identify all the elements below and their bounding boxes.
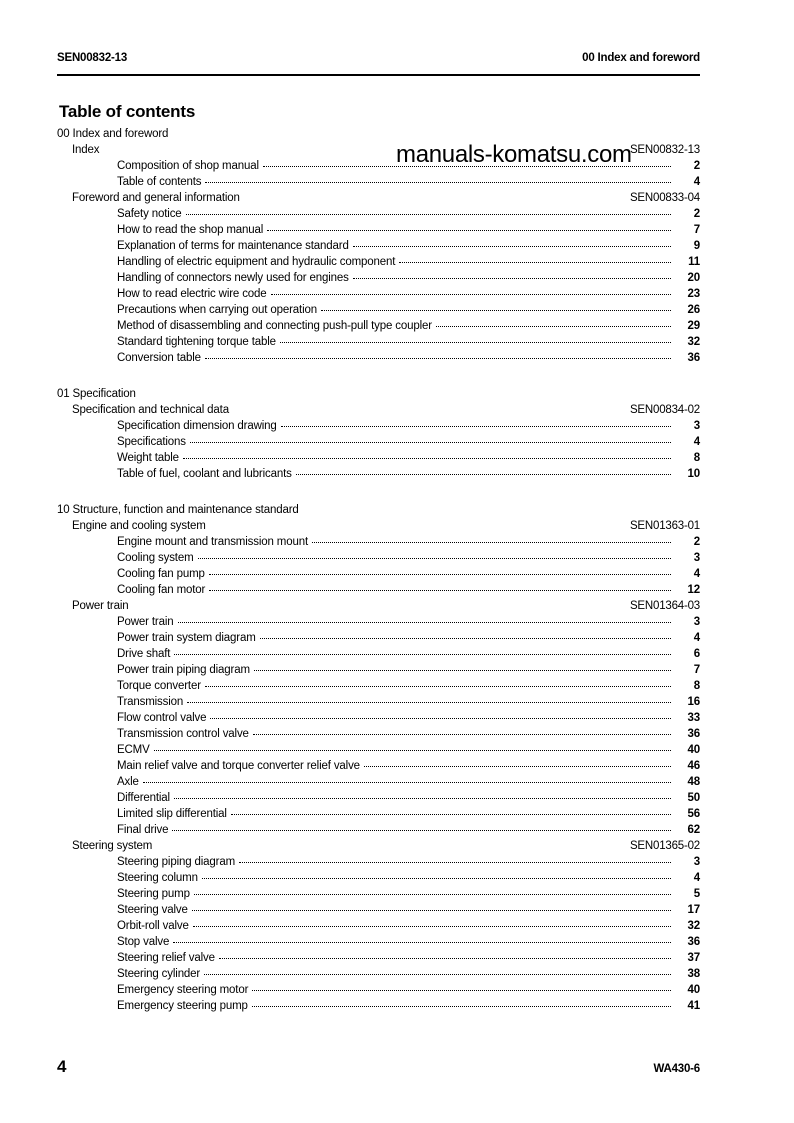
toc-entry-page-number: 4	[693, 436, 700, 448]
header-section-title: 00 Index and foreword	[582, 52, 700, 64]
toc-entry-label: Orbit-roll valve	[117, 920, 189, 932]
toc-leader	[210, 718, 671, 719]
toc-entry-page-number: 7	[693, 664, 700, 676]
toc-entry-label: Cooling fan pump	[117, 568, 205, 580]
toc-entry-row[interactable]	[57, 872, 700, 888]
toc-entry-row[interactable]	[57, 256, 700, 272]
toc-leader	[254, 670, 671, 671]
toc-entry-row[interactable]	[57, 632, 700, 648]
toc-leader	[296, 474, 671, 475]
toc-entry-label: Emergency steering motor	[117, 984, 249, 996]
watermark: manuals-komatsu.com	[396, 141, 632, 168]
toc-entry-row[interactable]	[57, 680, 700, 696]
toc-entry-page-number: 36	[687, 352, 700, 364]
toc-entry-row[interactable]	[57, 920, 700, 936]
toc-section-row[interactable]	[57, 520, 700, 536]
toc-entry-page-number: 48	[687, 776, 700, 788]
toc-entry-row[interactable]	[57, 824, 700, 840]
toc-entry-page-number: 7	[693, 224, 700, 236]
toc-entry-label: Standard tightening torque table	[117, 336, 276, 348]
toc-entry-page-number: 32	[687, 336, 700, 348]
page-footer	[57, 1057, 700, 1077]
toc-section-label: Engine and cooling system	[72, 520, 206, 532]
header-document-number: SEN00832-13	[57, 52, 128, 64]
toc-leader	[364, 766, 671, 767]
table-of-contents	[57, 128, 700, 1016]
toc-leader	[202, 878, 671, 879]
toc-entry-label: Steering column	[117, 872, 198, 884]
toc-leader	[198, 558, 671, 559]
toc-section-row[interactable]	[57, 192, 700, 208]
toc-section-document-number: SEN01363-01	[629, 520, 700, 532]
toc-leader	[252, 1006, 671, 1007]
toc-entry-label: Handling of connectors newly used for engines	[117, 272, 349, 284]
toc-entry-row[interactable]	[57, 1000, 700, 1016]
toc-section-row[interactable]	[57, 840, 700, 856]
toc-section-row[interactable]	[57, 600, 700, 616]
toc-leader	[353, 246, 671, 247]
toc-entry-row[interactable]	[57, 776, 700, 792]
toc-entry-row[interactable]	[57, 856, 700, 872]
toc-entry-row[interactable]	[57, 616, 700, 632]
toc-entry-page-number: 4	[693, 568, 700, 580]
toc-leader	[260, 638, 671, 639]
toc-leader	[231, 814, 671, 815]
toc-entry-page-number: 4	[693, 632, 700, 644]
toc-entry-row[interactable]	[57, 468, 700, 484]
toc-entry-page-number: 4	[693, 176, 700, 188]
toc-entry-row[interactable]	[57, 808, 700, 824]
toc-entry-row[interactable]	[57, 436, 700, 452]
toc-entry-label: Cooling fan motor	[117, 584, 206, 596]
toc-leader	[174, 798, 671, 799]
toc-entry-row[interactable]	[57, 696, 700, 712]
toc-leader	[173, 942, 671, 943]
toc-entry-page-number: 3	[693, 616, 700, 628]
toc-leader	[204, 974, 671, 975]
toc-leader	[187, 702, 671, 703]
toc-entry-label: Weight table	[117, 452, 179, 464]
toc-entry-label: How to read electric wire code	[117, 288, 267, 300]
toc-entry-label: Power train	[117, 616, 174, 628]
toc-entry-row[interactable]	[57, 552, 700, 568]
toc-entry-page-number: 56	[687, 808, 700, 820]
toc-leader	[252, 990, 671, 991]
toc-entry-page-number: 40	[687, 984, 700, 996]
toc-entry-row[interactable]	[57, 452, 700, 468]
toc-group-heading-label: 01 Specification	[57, 388, 136, 400]
toc-entry-page-number: 46	[687, 760, 700, 772]
toc-entry-label: Axle	[117, 776, 139, 788]
toc-entry-page-number: 41	[687, 1000, 700, 1012]
page-number: 4	[57, 1057, 67, 1076]
toc-leader	[190, 442, 671, 443]
toc-entry-row[interactable]	[57, 568, 700, 584]
toc-leader	[399, 262, 671, 263]
toc-entry-page-number: 2	[693, 208, 700, 220]
toc-entry-row[interactable]	[57, 648, 700, 664]
toc-entry-label: Transmission control valve	[117, 728, 249, 740]
toc-entry-page-number: 20	[687, 272, 700, 284]
toc-entry-label: Steering relief valve	[117, 952, 215, 964]
toc-entry-label: Power train piping diagram	[117, 664, 250, 676]
toc-entry-label: Specifications	[117, 436, 186, 448]
toc-section-label: Index	[72, 144, 100, 156]
toc-entry-label: Differential	[117, 792, 170, 804]
toc-leader	[172, 830, 671, 831]
toc-entry-label: ECMV	[117, 744, 150, 756]
toc-entry-label: Final drive	[117, 824, 169, 836]
toc-entry-page-number: 8	[693, 680, 700, 692]
toc-entry-page-number: 2	[693, 536, 700, 548]
toc-entry-page-number: 36	[687, 728, 700, 740]
toc-entry-label: Steering cylinder	[117, 968, 201, 980]
toc-leader	[205, 686, 671, 687]
toc-entry-page-number: 50	[687, 792, 700, 804]
toc-entry-page-number: 37	[687, 952, 700, 964]
toc-entry-page-number: 10	[687, 468, 700, 480]
toc-entry-row[interactable]	[57, 320, 700, 336]
toc-entry-label: Explanation of terms for maintenance standard	[117, 240, 349, 252]
toc-leader	[271, 294, 671, 295]
toc-entry-row[interactable]	[57, 984, 700, 1000]
toc-entry-label: Safety notice	[117, 208, 182, 220]
toc-entry-label: Engine mount and transmission mount	[117, 536, 308, 548]
toc-entry-label: How to read the shop manual	[117, 224, 264, 236]
toc-leader	[239, 862, 671, 863]
toc-section-document-number: SEN00833-04	[629, 192, 700, 204]
toc-entry-row[interactable]	[57, 272, 700, 288]
toc-entry-label: Cooling system	[117, 552, 194, 564]
toc-entry-page-number: 36	[687, 936, 700, 948]
toc-leader	[281, 426, 671, 427]
toc-entry-page-number: 6	[693, 648, 700, 660]
toc-entry-row[interactable]	[57, 240, 700, 256]
toc-entry-row[interactable]	[57, 336, 700, 352]
toc-leader	[219, 958, 671, 959]
toc-entry-label: Method of disassembling and connecting push-pull type coupler	[117, 320, 432, 332]
toc-entry-label: Table of fuel, coolant and lubricants	[117, 468, 292, 480]
toc-leader	[321, 310, 671, 311]
toc-entry-label: Steering pump	[117, 888, 190, 900]
toc-entry-row[interactable]	[57, 712, 700, 728]
toc-entry-label: Transmission	[117, 696, 184, 708]
page-title: Table of contents	[59, 102, 196, 121]
toc-entry-page-number: 3	[693, 420, 700, 432]
toc-entry-label: Drive shaft	[117, 648, 171, 660]
toc-group-heading	[57, 388, 700, 404]
toc-entry-row[interactable]	[57, 224, 700, 240]
toc-leader	[312, 542, 671, 543]
toc-leader	[267, 230, 671, 231]
toc-entry-page-number: 29	[687, 320, 700, 332]
toc-entry-page-number: 3	[693, 856, 700, 868]
toc-group	[57, 388, 700, 484]
toc-entry-page-number: 8	[693, 452, 700, 464]
toc-entry-label: Table of contents	[117, 176, 202, 188]
toc-entry-row[interactable]	[57, 664, 700, 680]
toc-entry-label: Steering piping diagram	[117, 856, 236, 868]
header-divider	[57, 74, 700, 76]
toc-leader	[186, 214, 671, 215]
toc-entry-label: Limited slip differential	[117, 808, 227, 820]
toc-entry-row[interactable]	[57, 968, 700, 984]
toc-leader	[193, 926, 671, 927]
toc-leader	[209, 590, 671, 591]
toc-entry-label: Power train system diagram	[117, 632, 256, 644]
toc-entry-label: Composition of shop manual	[117, 160, 259, 172]
toc-section-label: Power train	[72, 600, 129, 612]
toc-leader	[194, 894, 671, 895]
toc-section-label: Foreword and general information	[72, 192, 240, 204]
toc-entry-row[interactable]	[57, 584, 700, 600]
toc-entry-page-number: 16	[687, 696, 700, 708]
toc-entry-label: Emergency steering pump	[117, 1000, 248, 1012]
toc-entry-row[interactable]	[57, 304, 700, 320]
toc-entry-page-number: 3	[693, 552, 700, 564]
toc-entry-label: Main relief valve and torque converter relief valve	[117, 760, 360, 772]
toc-leader	[436, 326, 671, 327]
toc-entry-label: Conversion table	[117, 352, 201, 364]
toc-entry-row[interactable]	[57, 904, 700, 920]
toc-entry-page-number: 23	[687, 288, 700, 300]
toc-entry-label: Steering valve	[117, 904, 188, 916]
toc-leader	[253, 734, 671, 735]
toc-group-heading-label: 10 Structure, function and maintenance standard	[57, 504, 299, 516]
toc-section-document-number: SEN01365-02	[629, 840, 700, 852]
toc-entry-row[interactable]	[57, 288, 700, 304]
toc-entry-label: Specification dimension drawing	[117, 420, 277, 432]
toc-entry-page-number: 38	[687, 968, 700, 980]
machine-model: WA430-6	[653, 1063, 700, 1075]
toc-entry-page-number: 12	[687, 584, 700, 596]
toc-leader	[192, 910, 671, 911]
toc-entry-page-number: 17	[687, 904, 700, 916]
toc-section-row[interactable]	[57, 404, 700, 420]
toc-section-label: Specification and technical data	[72, 404, 229, 416]
toc-entry-label: Torque converter	[117, 680, 201, 692]
toc-entry-row[interactable]	[57, 536, 700, 552]
toc-entry-row[interactable]	[57, 936, 700, 952]
toc-entry-page-number: 2	[693, 160, 700, 172]
toc-leader	[205, 182, 671, 183]
toc-entry-page-number: 4	[693, 872, 700, 884]
toc-entry-row[interactable]	[57, 792, 700, 808]
toc-entry-page-number: 33	[687, 712, 700, 724]
page-header	[57, 52, 700, 64]
toc-entry-page-number: 32	[687, 920, 700, 932]
toc-leader	[154, 750, 671, 751]
toc-leader	[280, 342, 671, 343]
toc-group-heading-label: 00 Index and foreword	[57, 128, 169, 140]
toc-entry-page-number: 11	[688, 256, 700, 268]
toc-leader	[205, 358, 671, 359]
toc-entry-row[interactable]	[57, 420, 700, 436]
toc-leader	[183, 458, 671, 459]
toc-entry-row[interactable]	[57, 352, 700, 368]
toc-entry-row[interactable]	[57, 176, 700, 192]
toc-entry-row[interactable]	[57, 728, 700, 744]
toc-entry-row[interactable]	[57, 952, 700, 968]
toc-section-document-number: SEN01364-03	[629, 600, 700, 612]
toc-entry-label: Precautions when carrying out operation	[117, 304, 317, 316]
toc-leader	[178, 622, 671, 623]
toc-section-document-number: SEN00832-13	[629, 144, 700, 156]
toc-leader	[174, 654, 671, 655]
toc-entry-page-number: 40	[687, 744, 700, 756]
toc-leader	[209, 574, 671, 575]
toc-group-heading	[57, 504, 700, 520]
toc-entry-page-number: 62	[687, 824, 700, 836]
toc-entry-page-number: 9	[693, 240, 700, 252]
toc-section-label: Steering system	[72, 840, 153, 852]
toc-group	[57, 504, 700, 1016]
toc-entry-row[interactable]	[57, 760, 700, 776]
toc-entry-row[interactable]	[57, 888, 700, 904]
toc-entry-label: Flow control valve	[117, 712, 207, 724]
toc-entry-label: Stop valve	[117, 936, 170, 948]
toc-entry-page-number: 5	[693, 888, 700, 900]
toc-leader	[143, 782, 671, 783]
toc-entry-row[interactable]	[57, 208, 700, 224]
toc-entry-label: Handling of electric equipment and hydraulic component	[117, 256, 396, 268]
toc-entry-page-number: 26	[687, 304, 700, 316]
toc-section-document-number: SEN00834-02	[629, 404, 700, 416]
toc-leader	[353, 278, 671, 279]
toc-entry-row[interactable]	[57, 744, 700, 760]
